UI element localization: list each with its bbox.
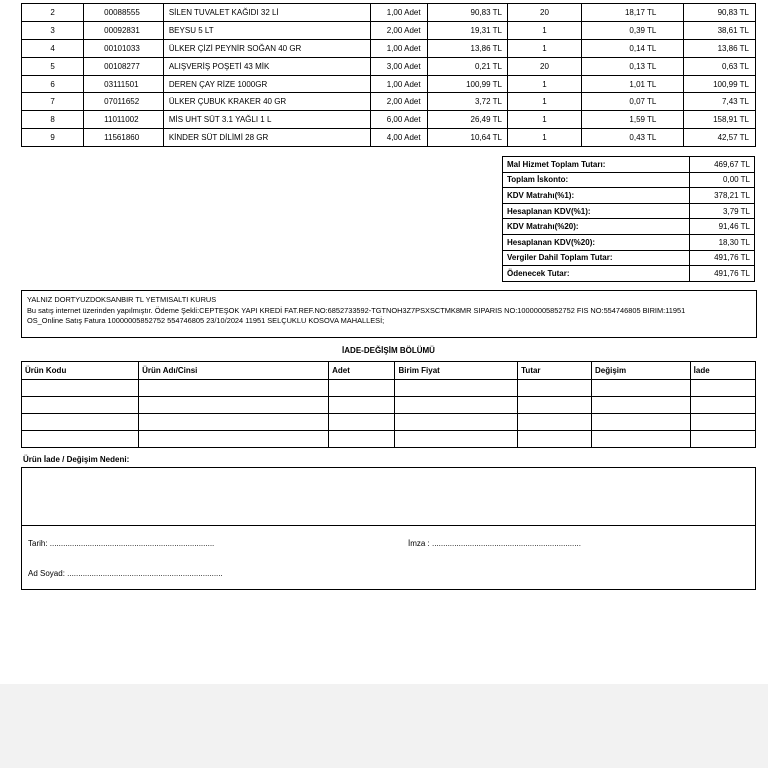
item-kdv-rate: 1 [507,75,581,93]
item-code: 03111501 [84,75,164,93]
return-cell[interactable] [690,414,755,431]
item-unit-price: 19,31 TL [427,21,507,39]
totals-value: 491,76 TL [690,266,755,282]
item-name: BEYSU 5 LT [163,21,370,39]
table-row [22,39,756,57]
item-no: 6 [22,75,84,93]
item-kdv-rate: 1 [507,39,581,57]
return-cell[interactable] [395,431,518,448]
totals-value: 3,79 TL [690,203,755,219]
return-header-cell: Değişim [591,362,690,380]
item-kdv-amount: 1,01 TL [582,75,684,93]
item-kdv-amount: 0,07 TL [582,93,684,111]
item-no: 5 [22,57,84,75]
return-cell[interactable] [22,431,139,448]
item-kdv-amount: 1,59 TL [582,111,684,129]
item-code: 11011002 [84,111,164,129]
table-row [22,111,756,129]
table-row [22,129,756,147]
item-name: DEREN ÇAY RİZE 1000GR [163,75,370,93]
totals-row [503,203,755,219]
return-cell[interactable] [591,414,690,431]
item-total: 13,86 TL [684,39,756,57]
return-cell[interactable] [22,414,139,431]
return-cell[interactable] [139,414,329,431]
return-cell[interactable] [329,380,395,397]
return-cell[interactable] [518,397,592,414]
return-table [21,361,756,448]
return-cell[interactable] [329,414,395,431]
table-row [22,93,756,111]
item-kdv-amount: 0,14 TL [582,39,684,57]
item-unit-price: 100,99 TL [427,75,507,93]
return-cell[interactable] [690,397,755,414]
item-qty: 1,00 Adet [370,75,427,93]
totals-row [503,219,755,235]
order-info: OS_Online Satış Fatura 10000005852752 554746805 23/10/2024 11951 SELÇUKLU KOSOVA MAHALLESİ; [27,316,385,325]
return-cell[interactable] [690,431,755,448]
totals-label: KDV Matrahı(%1): [503,188,690,204]
item-qty: 2,00 Adet [370,21,427,39]
item-total: 100,99 TL [684,75,756,93]
item-name: ALIŞVERİŞ POŞETİ 43 MİK [163,57,370,75]
item-kdv-rate: 20 [507,4,581,22]
item-no: 3 [22,21,84,39]
totals-row [503,188,755,204]
totals-label: Ödenecek Tutar: [503,266,690,282]
page-bottom-area [0,684,768,768]
item-qty: 3,00 Adet [370,57,427,75]
return-header-cell: İade [690,362,755,380]
return-cell[interactable] [395,380,518,397]
date-field: Tarih: .......................................................................... [28,539,215,548]
item-no: 8 [22,111,84,129]
totals-value: 18,30 TL [690,234,755,250]
return-row [22,414,756,431]
item-qty: 4,00 Adet [370,129,427,147]
item-code: 00088555 [84,4,164,22]
item-qty: 1,00 Adet [370,39,427,57]
totals-value: 491,76 TL [690,250,755,266]
amount-in-words: YALNIZ DORTYUZDOKSANBIR TL YETMISALTI KURUS [27,295,217,304]
item-kdv-rate: 1 [507,21,581,39]
item-kdv-rate: 1 [507,111,581,129]
items-table [21,3,756,147]
item-kdv-amount: 0,43 TL [582,129,684,147]
return-row [22,397,756,414]
item-unit-price: 0,21 TL [427,57,507,75]
item-no: 2 [22,4,84,22]
totals-label: Vergiler Dahil Toplam Tutar: [503,250,690,266]
item-qty: 6,00 Adet [370,111,427,129]
signature-field: İmza : ................................................................... [408,539,581,548]
totals-row [503,172,755,188]
return-cell[interactable] [22,380,139,397]
item-kdv-rate: 1 [507,129,581,147]
return-reason-field[interactable] [22,468,755,526]
return-cell[interactable] [139,380,329,397]
return-cell[interactable] [591,397,690,414]
return-cell[interactable] [591,431,690,448]
totals-label: KDV Matrahı(%20): [503,219,690,235]
invoice-notes [21,290,757,338]
totals-row [503,157,755,173]
return-cell[interactable] [690,380,755,397]
return-reason-box [21,467,756,590]
totals-label: Hesaplanan KDV(%1): [503,203,690,219]
return-header-cell: Birim Fiyat [395,362,518,380]
item-kdv-rate: 20 [507,57,581,75]
payment-info: Bu satış internet üzerinden yapılmıştır. Ödeme Şekli:CEPTEŞOK YAPI KREDİ FAT.REF.NO:6852733592-TGTNOH3Z7PSXSCTMK8MR SIPARIS NO:10000005852752 FIS NO:554746805 BIRIM:11951 [27,305,686,315]
totals-value: 378,21 TL [690,188,755,204]
item-code: 07011652 [84,93,164,111]
item-code: 00092831 [84,21,164,39]
item-code: 00101033 [84,39,164,57]
table-row [22,57,756,75]
return-header-cell: Adet [329,362,395,380]
totals-row [503,250,755,266]
totals-row [503,266,755,282]
totals-table [502,156,755,282]
item-kdv-amount: 0,13 TL [582,57,684,75]
return-row [22,431,756,448]
item-name: KİNDER SÜT DİLİMİ 28 GR [163,129,370,147]
return-cell[interactable] [139,431,329,448]
return-cell[interactable] [518,380,592,397]
item-name: SİLEN TUVALET KAĞIDI 32 Lİ [163,4,370,22]
item-code: 11561860 [84,129,164,147]
return-section-title: İADE-DEĞİŞİM BÖLÜMÜ [342,346,435,355]
item-name: ÜLKER ÇUBUK KRAKER 40 GR [163,93,370,111]
item-unit-price: 26,49 TL [427,111,507,129]
item-qty: 2,00 Adet [370,93,427,111]
item-total: 158,91 TL [684,111,756,129]
item-unit-price: 13,86 TL [427,39,507,57]
totals-row [503,234,755,250]
return-cell[interactable] [518,414,592,431]
totals-value: 469,67 TL [690,157,755,173]
item-no: 9 [22,129,84,147]
return-header-cell: Ürün Kodu [22,362,139,380]
return-cell[interactable] [395,414,518,431]
item-unit-price: 10,64 TL [427,129,507,147]
name-field: Ad Soyad: ...................................................................... [28,569,223,578]
item-unit-price: 90,83 TL [427,4,507,22]
return-cell[interactable] [329,431,395,448]
return-row [22,380,756,397]
table-row [22,4,756,22]
table-row [22,21,756,39]
return-cell[interactable] [139,397,329,414]
item-total: 7,43 TL [684,93,756,111]
item-total: 0,63 TL [684,57,756,75]
return-reason-label: Ürün İade / Değişim Nedeni: [23,455,130,464]
item-kdv-rate: 1 [507,93,581,111]
item-unit-price: 3,72 TL [427,93,507,111]
return-cell[interactable] [22,397,139,414]
item-total: 38,61 TL [684,21,756,39]
item-no: 4 [22,39,84,57]
item-total: 90,83 TL [684,4,756,22]
item-code: 00108277 [84,57,164,75]
totals-value: 0,00 TL [690,172,755,188]
item-no: 7 [22,93,84,111]
item-qty: 1,00 Adet [370,4,427,22]
item-kdv-amount: 18,17 TL [582,4,684,22]
table-row [22,75,756,93]
totals-label: Mal Hizmet Toplam Tutarı: [503,157,690,173]
item-total: 42,57 TL [684,129,756,147]
totals-value: 91,46 TL [690,219,755,235]
return-cell[interactable] [518,431,592,448]
return-header-cell: Ürün Adı/Cinsi [139,362,329,380]
return-header-cell: Tutar [518,362,592,380]
return-cell[interactable] [329,397,395,414]
item-name: MİS UHT SÜT 3.1 YAĞLI 1 L [163,111,370,129]
return-cell[interactable] [591,380,690,397]
item-name: ÜLKER ÇİZİ PEYNİR SOĞAN 40 GR [163,39,370,57]
return-cell[interactable] [395,397,518,414]
item-kdv-amount: 0,39 TL [582,21,684,39]
totals-label: Toplam İskonto: [503,172,690,188]
totals-label: Hesaplanan KDV(%20): [503,234,690,250]
